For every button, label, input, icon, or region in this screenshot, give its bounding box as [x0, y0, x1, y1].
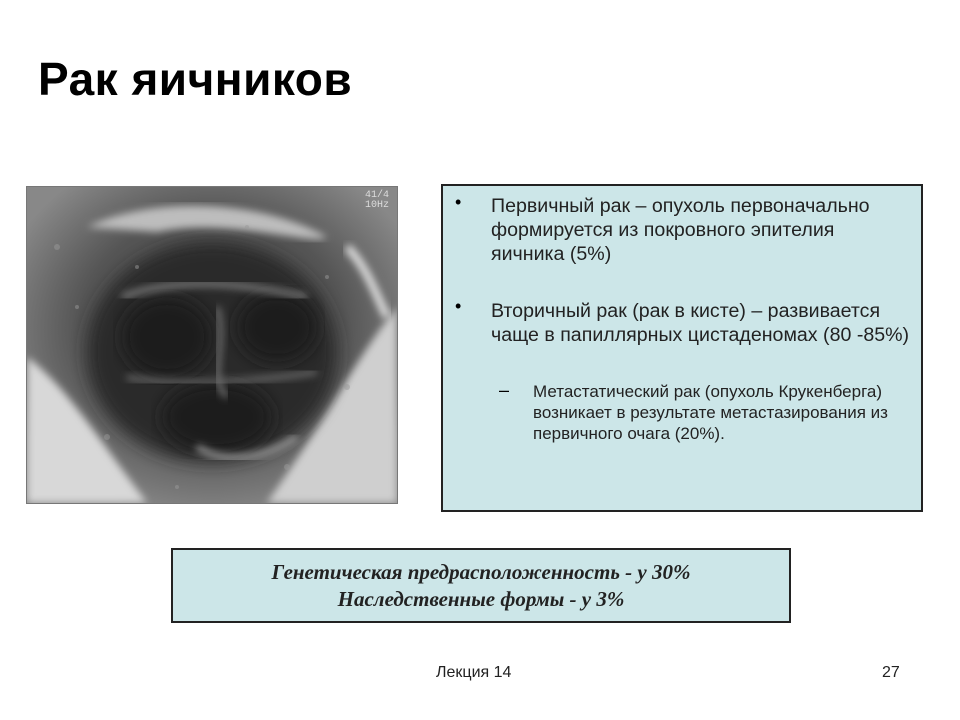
overlay-line-2: 10Hz: [364, 200, 389, 211]
genetics-line-2: Наследственные формы - у 3%: [337, 587, 625, 611]
bullet-secondary-cancer: Вторичный рак (рак в кисте) – развивается чаще в папиллярных цистаденомах (80 -85%): [491, 300, 910, 346]
genetics-line-1: Генетическая предрасположенность - у 30%: [271, 560, 691, 584]
bullet-box: [441, 184, 923, 512]
sub-bullet-marker: –: [499, 380, 510, 400]
bullet-marker: •: [455, 192, 462, 212]
ultrasound-image: [26, 186, 398, 504]
ultrasound-scan-graphic: [27, 187, 397, 503]
sub-bullet-metastatic-cancer: Метастатический рак (опухоль Крукенберга) возникает в результате метастазирования из первичного очага (20%).: [533, 382, 888, 443]
ultrasound-overlay-text: [365, 191, 389, 211]
bullet-marker: •: [455, 296, 462, 316]
overlay-line-1: 41/4: [364, 190, 389, 201]
genetics-box: [171, 548, 791, 623]
slide-title: Рак яичников: [38, 53, 353, 105]
footer-lecture: Лекция 14: [436, 664, 512, 681]
footer-page-number: 27: [882, 664, 900, 681]
bullet-primary-cancer: Первичный рак – опухоль первоначально формируется из покровного эпителия яичника (5%): [491, 195, 870, 265]
